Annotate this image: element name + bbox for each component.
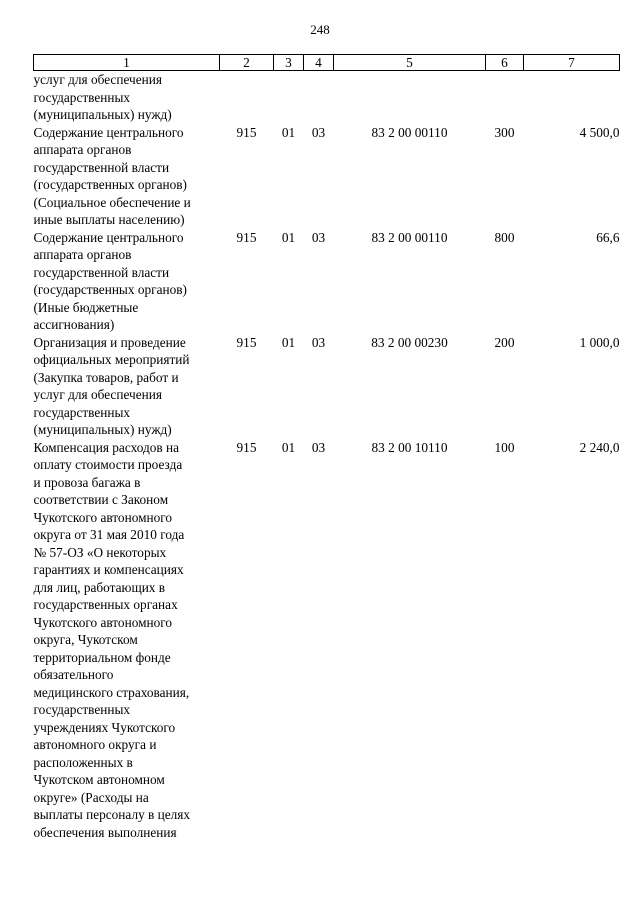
row-description: услуг для обеспечения государственных (муниципальных) нужд) (33, 72, 172, 122)
row-section-code: 01 (281, 229, 296, 245)
row-ministry-code (220, 71, 274, 124)
row-subsection-code: 03 (311, 334, 326, 350)
row-section-code (274, 71, 304, 124)
row-subsection-code: 03 (311, 124, 326, 140)
row-amount (524, 71, 620, 124)
budget-table (33, 54, 620, 841)
row-expense-type: 200 (494, 334, 515, 350)
column-header-4: 4 (304, 55, 334, 71)
table-row (34, 124, 620, 229)
page-number: 248 (310, 22, 330, 37)
row-target-article: 83 2 00 00230 (371, 334, 448, 350)
column-header-1: 1 (34, 55, 220, 71)
row-target-article: 83 2 00 10110 (371, 439, 448, 455)
row-amount: 4 500,0 (579, 124, 620, 140)
row-description: Организация и проведение официальных мероприятий (Закупка товаров, работ и услуг для обеспечения государственных (муниципальных) нужд) (33, 334, 190, 437)
row-subsection-code: 03 (311, 439, 326, 455)
row-ministry-code: 915 (236, 124, 257, 140)
row-description: Содержание центрального аппарата органов государственной власти (государственных органов) (Социальное обеспечение и иные выплаты населению) (33, 124, 191, 227)
row-amount: 66,6 (596, 229, 620, 245)
row-section-code: 01 (281, 439, 296, 455)
column-header-6: 6 (486, 55, 524, 71)
row-amount: 1 000,0 (579, 334, 620, 350)
table-row (34, 71, 620, 124)
row-ministry-code: 915 (236, 439, 257, 455)
column-header-5: 5 (334, 55, 486, 71)
row-section-code: 01 (281, 334, 296, 350)
row-ministry-code: 915 (236, 229, 257, 245)
row-description: Компенсация расходов на оплату стоимости проезда и провоза багажа в соответствии с Законом Чукотского автономного округа от 31 мая 2010 года № 57-ОЗ «О некоторых гарантиях и компенсациях для лиц, работающих в государственных органах Чукотского автономного округа, Чукотском территориальном фонде обязательного медицинского страхования, государственных учреждениях Чукотского автономного округа и расположенных в Чукотском автономном округе» (Расходы на выплаты персоналу в целях обеспечения выполнения (33, 439, 191, 840)
row-expense-type (486, 71, 524, 124)
column-header-2: 2 (220, 55, 274, 71)
row-target-article (334, 71, 486, 124)
column-header-3: 3 (274, 55, 304, 71)
row-description: Содержание центрального аппарата органов государственной власти (государственных органов) (Иные бюджетные ассигнования) (33, 229, 187, 332)
row-ministry-code: 915 (236, 334, 257, 350)
row-subsection-code: 03 (311, 229, 326, 245)
row-expense-type: 300 (494, 124, 515, 140)
row-section-code: 01 (281, 124, 296, 140)
row-subsection-code (304, 71, 334, 124)
row-amount: 2 240,0 (579, 439, 620, 455)
row-target-article: 83 2 00 00110 (371, 124, 448, 140)
table-row (34, 229, 620, 334)
table-row (34, 439, 620, 842)
row-expense-type: 100 (494, 439, 515, 455)
table-row (34, 334, 620, 439)
row-target-article: 83 2 00 00110 (371, 229, 448, 245)
row-expense-type: 800 (494, 229, 515, 245)
column-header-row (34, 55, 620, 71)
column-header-7: 7 (524, 55, 620, 71)
